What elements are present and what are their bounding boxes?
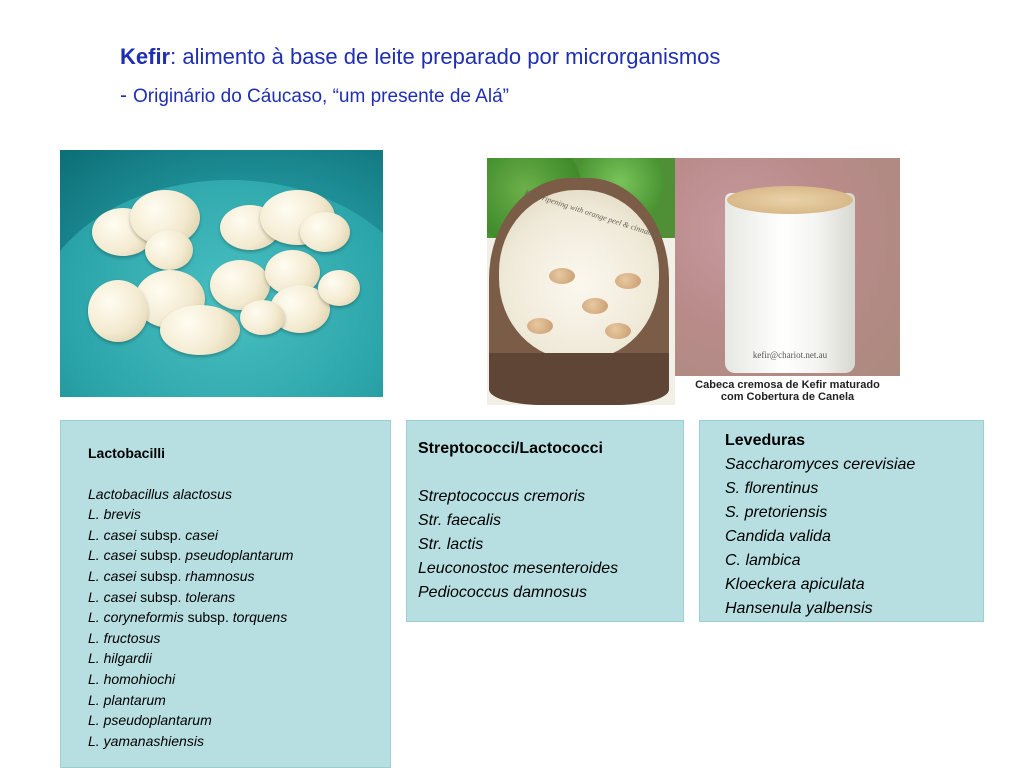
lactobacilli-item xyxy=(88,731,390,752)
species-name: L. brevis xyxy=(88,506,141,523)
species-name: L. coryneformis xyxy=(88,609,184,626)
leveduras-item: S. pretoriensis xyxy=(725,504,828,521)
lactobacilli-heading: Lactobacilli xyxy=(88,445,166,461)
species-name: L. casei xyxy=(88,526,137,543)
lactobacilli-item xyxy=(88,690,390,711)
subsp-label: subsp. xyxy=(136,567,186,584)
subsp-label: subsp. xyxy=(183,609,233,626)
fruit-piece-image xyxy=(527,318,553,334)
bowl-text: Kefir ripening with orange peel & cinnamon xyxy=(523,187,663,241)
foam-image xyxy=(727,186,853,214)
lactobacilli-item xyxy=(88,628,390,649)
kefir-grains-photo xyxy=(60,150,383,397)
leveduras-item: C. lambica xyxy=(725,552,801,569)
lactobacilli-item xyxy=(88,504,390,525)
subtitle-text: Originário do Cáucaso, “um presente de Alá” xyxy=(133,86,509,107)
streptococci-panel xyxy=(406,420,684,622)
leveduras-heading: Leveduras xyxy=(725,432,806,449)
species-name: Lactobacillus alactosus xyxy=(88,485,232,502)
lactobacilli-list xyxy=(88,484,390,752)
grain-image xyxy=(240,300,285,335)
species-name: L. casei xyxy=(88,588,137,605)
grain-image xyxy=(160,305,240,355)
leveduras-panel xyxy=(699,420,984,622)
streptococci-list xyxy=(418,485,683,605)
species-name: L. fructosus xyxy=(88,629,161,646)
leveduras-item: Candida valida xyxy=(725,528,831,545)
grain-image xyxy=(318,270,360,306)
lactobacilli-item xyxy=(88,525,390,546)
species-name: torquens xyxy=(232,609,288,626)
lactobacilli-item xyxy=(88,545,390,566)
species-name: L. casei xyxy=(88,547,137,564)
kefir-jars-photo xyxy=(487,158,900,405)
fruit-piece-image xyxy=(582,298,608,314)
caption-line-1: Cabeca cremosa de Kefir maturado xyxy=(695,379,880,391)
fruit-piece-image xyxy=(605,323,631,339)
streptococci-item: Streptococcus cremoris xyxy=(418,488,586,505)
streptococci-item: Pediococcus damnosus xyxy=(418,584,587,601)
species-name: L. yamanashiensis xyxy=(88,732,204,749)
grain-image xyxy=(300,212,350,252)
species-name: L. casei xyxy=(88,567,137,584)
slide-subtitle xyxy=(120,84,509,108)
leveduras-item: Hansenula yalbensis xyxy=(725,600,873,617)
streptococci-item: Str. faecalis xyxy=(418,512,501,529)
fruit-piece-image xyxy=(549,268,575,284)
slide-title xyxy=(120,44,720,70)
leveduras-item: S. florentinus xyxy=(725,480,819,497)
spacer xyxy=(88,464,390,484)
species-name: casei xyxy=(185,526,218,543)
streptococci-item: Str. lactis xyxy=(418,536,484,553)
species-name: tolerans xyxy=(185,588,236,605)
lactobacilli-item xyxy=(88,710,390,731)
caption-line-2: com Cobertura de Canela xyxy=(720,391,855,403)
lactobacilli-panel xyxy=(60,420,391,768)
lactobacilli-item xyxy=(88,648,390,669)
bowl-base-image xyxy=(489,353,669,405)
glass-image xyxy=(725,193,855,373)
lactobacilli-item xyxy=(88,587,390,608)
species-name: L. plantarum xyxy=(88,691,166,708)
title-bold: Kefir xyxy=(120,44,171,69)
species-name: L. hilgardii xyxy=(88,650,152,667)
leveduras-item: Saccharomyces cerevisiae xyxy=(725,456,916,473)
subsp-label: subsp. xyxy=(136,588,186,605)
subtitle-dash: - xyxy=(120,84,127,107)
photo-caption xyxy=(675,376,900,405)
lactobacilli-item xyxy=(88,566,390,587)
lactobacilli-item xyxy=(88,669,390,690)
subsp-label: subsp. xyxy=(136,547,186,564)
glass-label: kefir@chariot.net.au xyxy=(752,350,828,360)
leveduras-list xyxy=(725,453,983,621)
species-name: L. homohiochi xyxy=(88,670,176,687)
subsp-label: subsp. xyxy=(136,526,186,543)
leveduras-item: Kloeckera apiculata xyxy=(725,576,865,593)
fruit-piece-image xyxy=(615,273,641,289)
lactobacilli-item xyxy=(88,607,390,628)
spacer xyxy=(418,461,683,485)
species-name: L. pseudoplantarum xyxy=(88,712,212,729)
grain-image xyxy=(145,230,193,270)
title-rest: : alimento à base de leite preparado por microrganismos xyxy=(170,44,721,69)
species-name: pseudoplantarum xyxy=(185,547,294,564)
species-name: rhamnosus xyxy=(185,567,255,584)
streptococci-heading: Streptococci/Lactococci xyxy=(418,440,603,457)
streptococci-item: Leuconostoc mesenteroides xyxy=(418,560,619,577)
lactobacilli-item xyxy=(88,484,390,505)
grain-image xyxy=(88,280,148,342)
